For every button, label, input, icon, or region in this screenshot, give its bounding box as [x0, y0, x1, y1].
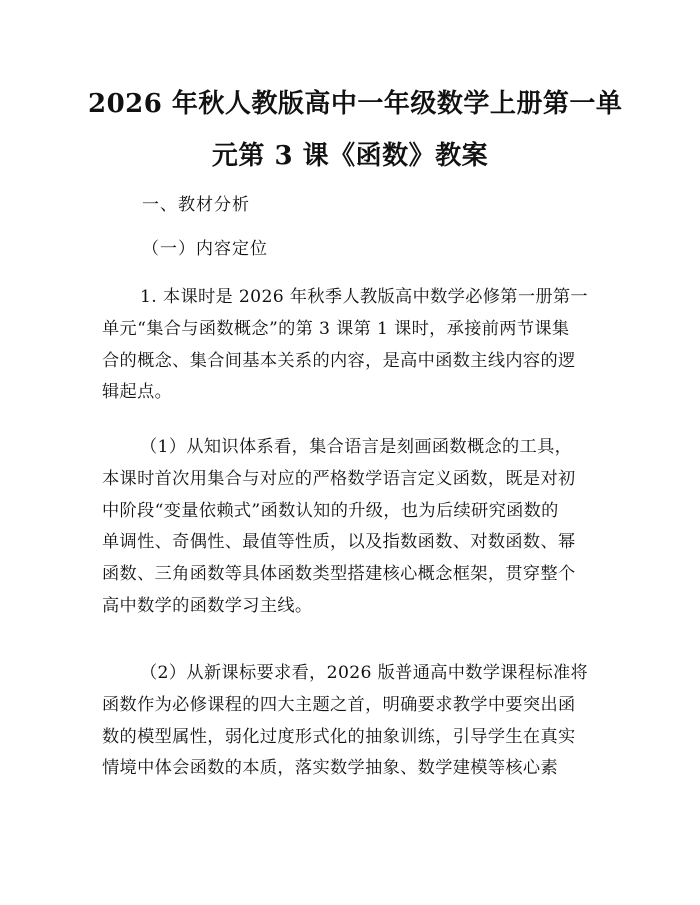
- title-line-2: 元第 3 课《函数》教案: [211, 141, 489, 171]
- paragraph-line: （2）从新课标要求看，2026 版普通高中数学课程标准将: [140, 663, 589, 683]
- title-line-1: 2026 年秋人教版高中一年级数学上册第一单: [88, 89, 623, 119]
- paragraph-line: 合的概念、集合间基本关系的内容，是高中函数主线内容的逻: [102, 350, 576, 371]
- paragraph-line: 1. 本课时是 2026 年秋季人教版高中数学必修第一册第一: [140, 287, 588, 307]
- paragraph-line: 函数作为必修课程的四大主题之首，明确要求教学中要突出函: [102, 694, 576, 715]
- section-heading: 一、教材分析: [142, 195, 250, 215]
- subsection-heading: （一）内容定位: [142, 239, 268, 259]
- paragraph-line: 中阶段“变量依赖式”函数认知的升级，也为后续研究函数的: [102, 500, 559, 521]
- document-title: [88, 78, 623, 182]
- paragraph-line: 高中数学的函数学习主线。: [102, 595, 313, 616]
- paragraph-2: [102, 432, 602, 623]
- paragraph-line: 情境中体会函数的本质，落实数学抽象、数学建模等核心素: [102, 758, 558, 779]
- paragraph-line: （1）从知识体系看，集合语言是刻画函数概念的工具，: [140, 437, 573, 457]
- paragraph-line: 函数、三角函数等具体函数类型搭建核心概念框架，贯穿整个: [102, 564, 576, 585]
- paragraph-line: 本课时首次用集合与对应的严格数学语言定义函数，既是对初: [102, 468, 576, 489]
- paragraph-line: 单调性、奇偶性、最值等性质，以及指数函数、对数函数、幂: [102, 532, 576, 553]
- paragraph-1: [102, 282, 602, 409]
- paragraph-line: 辑起点。: [102, 382, 173, 403]
- paragraph-3: [102, 658, 602, 785]
- paragraph-line: 单元“集合与函数概念”的第 3 课第 1 课时，承接前两节课集: [102, 318, 570, 339]
- paragraph-line: 数的模型属性，弱化过度形式化的抽象训练，引导学生在真实: [102, 726, 576, 747]
